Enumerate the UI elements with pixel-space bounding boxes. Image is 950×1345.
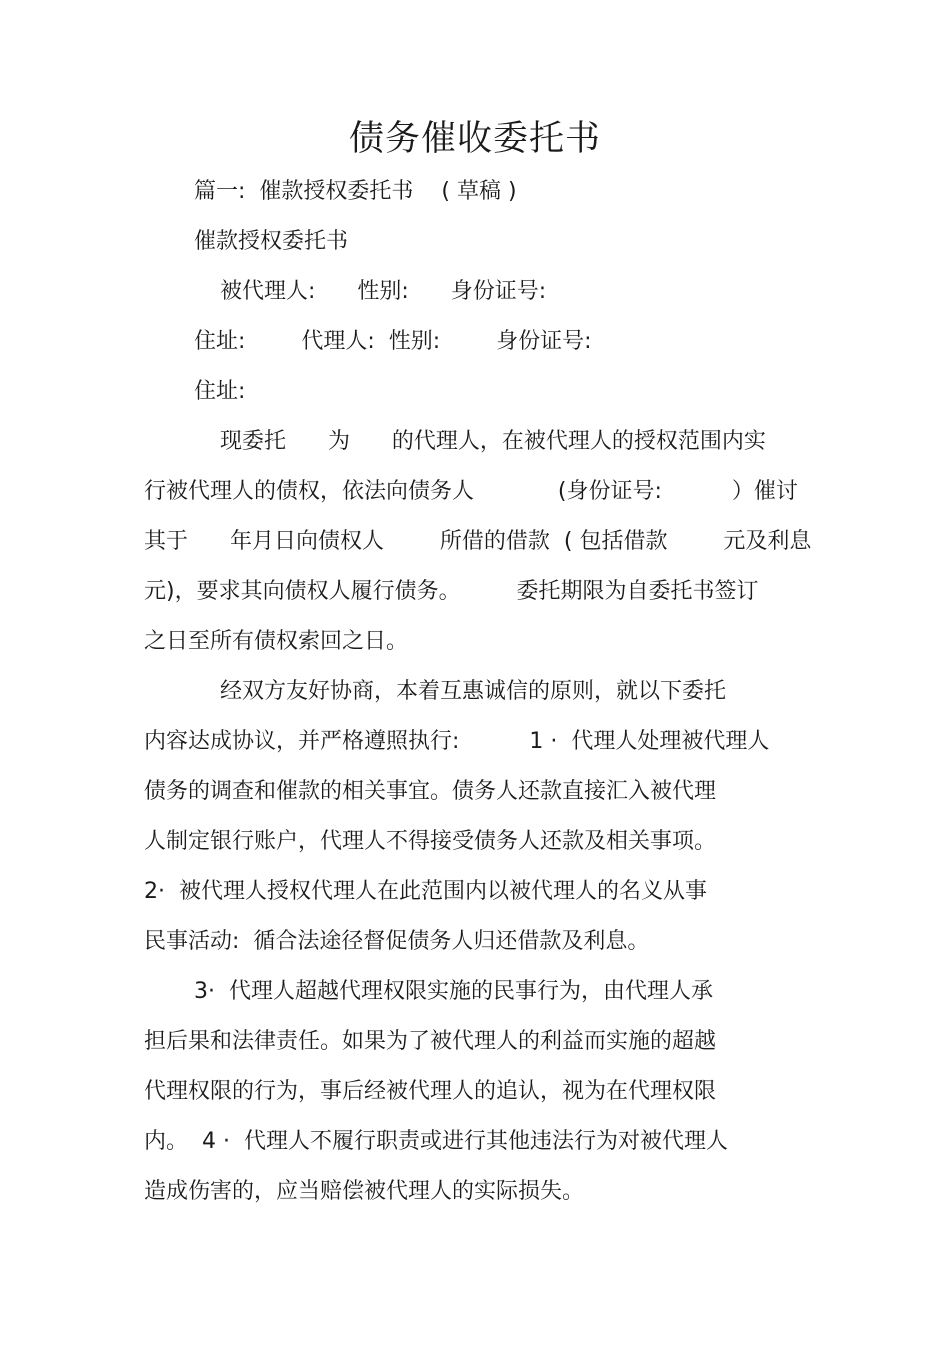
text-line: 担后果和法律责任。如果为了被代理人的利益而实施的超越 xyxy=(144,1029,717,1054)
text-line: 被代理人: 性别: 身份证号: xyxy=(220,279,547,304)
document-title: 债务催收委托书 xyxy=(348,119,601,159)
text-line: 内。 4 · 代理人不履行职责或进行其他违法行为对被代理人 xyxy=(144,1129,728,1154)
text-line: 内容达成协议，并严格遵照执行: 1 · 代理人处理被代理人 xyxy=(144,729,770,754)
text-line: 元)，要求其向债权人履行债务。 委托期限为自委托书签订 xyxy=(144,579,759,604)
text-line: 其于 年月日向债权人 所借的借款 ( 包括借款 元及利息 xyxy=(144,529,812,554)
text-line: 2· 被代理人授权代理人在此范围内以被代理人的名义从事 xyxy=(144,879,707,904)
text-line: 行被代理人的债权，依法向债务人 (身份证号: ）催讨 xyxy=(144,479,798,504)
text-line: 催款授权委托书 xyxy=(194,229,349,254)
text-line: 3· 代理人超越代理权限实施的民事行为，由代理人承 xyxy=(194,979,713,1004)
text-line: 债务的调查和催款的相关事宜。债务人还款直接汇入被代理 xyxy=(144,779,717,804)
text-line: 现委托 为 的代理人，在被代理人的授权范围内实 xyxy=(220,429,766,454)
text-line: 人制定银行账户，代理人不得接受债务人还款及相关事项。 xyxy=(144,829,717,854)
text-line: 经双方友好协商，本着互惠诚信的原则，就以下委托 xyxy=(220,679,727,704)
text-line: 住址: xyxy=(194,379,246,404)
text-line: 篇一: 催款授权委托书 ( 草稿 ) xyxy=(194,179,517,204)
text-line: 之日至所有债权索回之日。 xyxy=(144,629,409,654)
text-line: 住址: 代理人: 性别: 身份证号: xyxy=(194,329,592,354)
text-line: 代理权限的行为，事后经被代理人的追认，视为在代理权限 xyxy=(144,1079,717,1104)
text-line: 造成伤害的，应当赔偿被代理人的实际损失。 xyxy=(144,1179,585,1204)
text-line: 民事活动: 循合法途径督促债务人归还借款及利息。 xyxy=(144,929,650,954)
